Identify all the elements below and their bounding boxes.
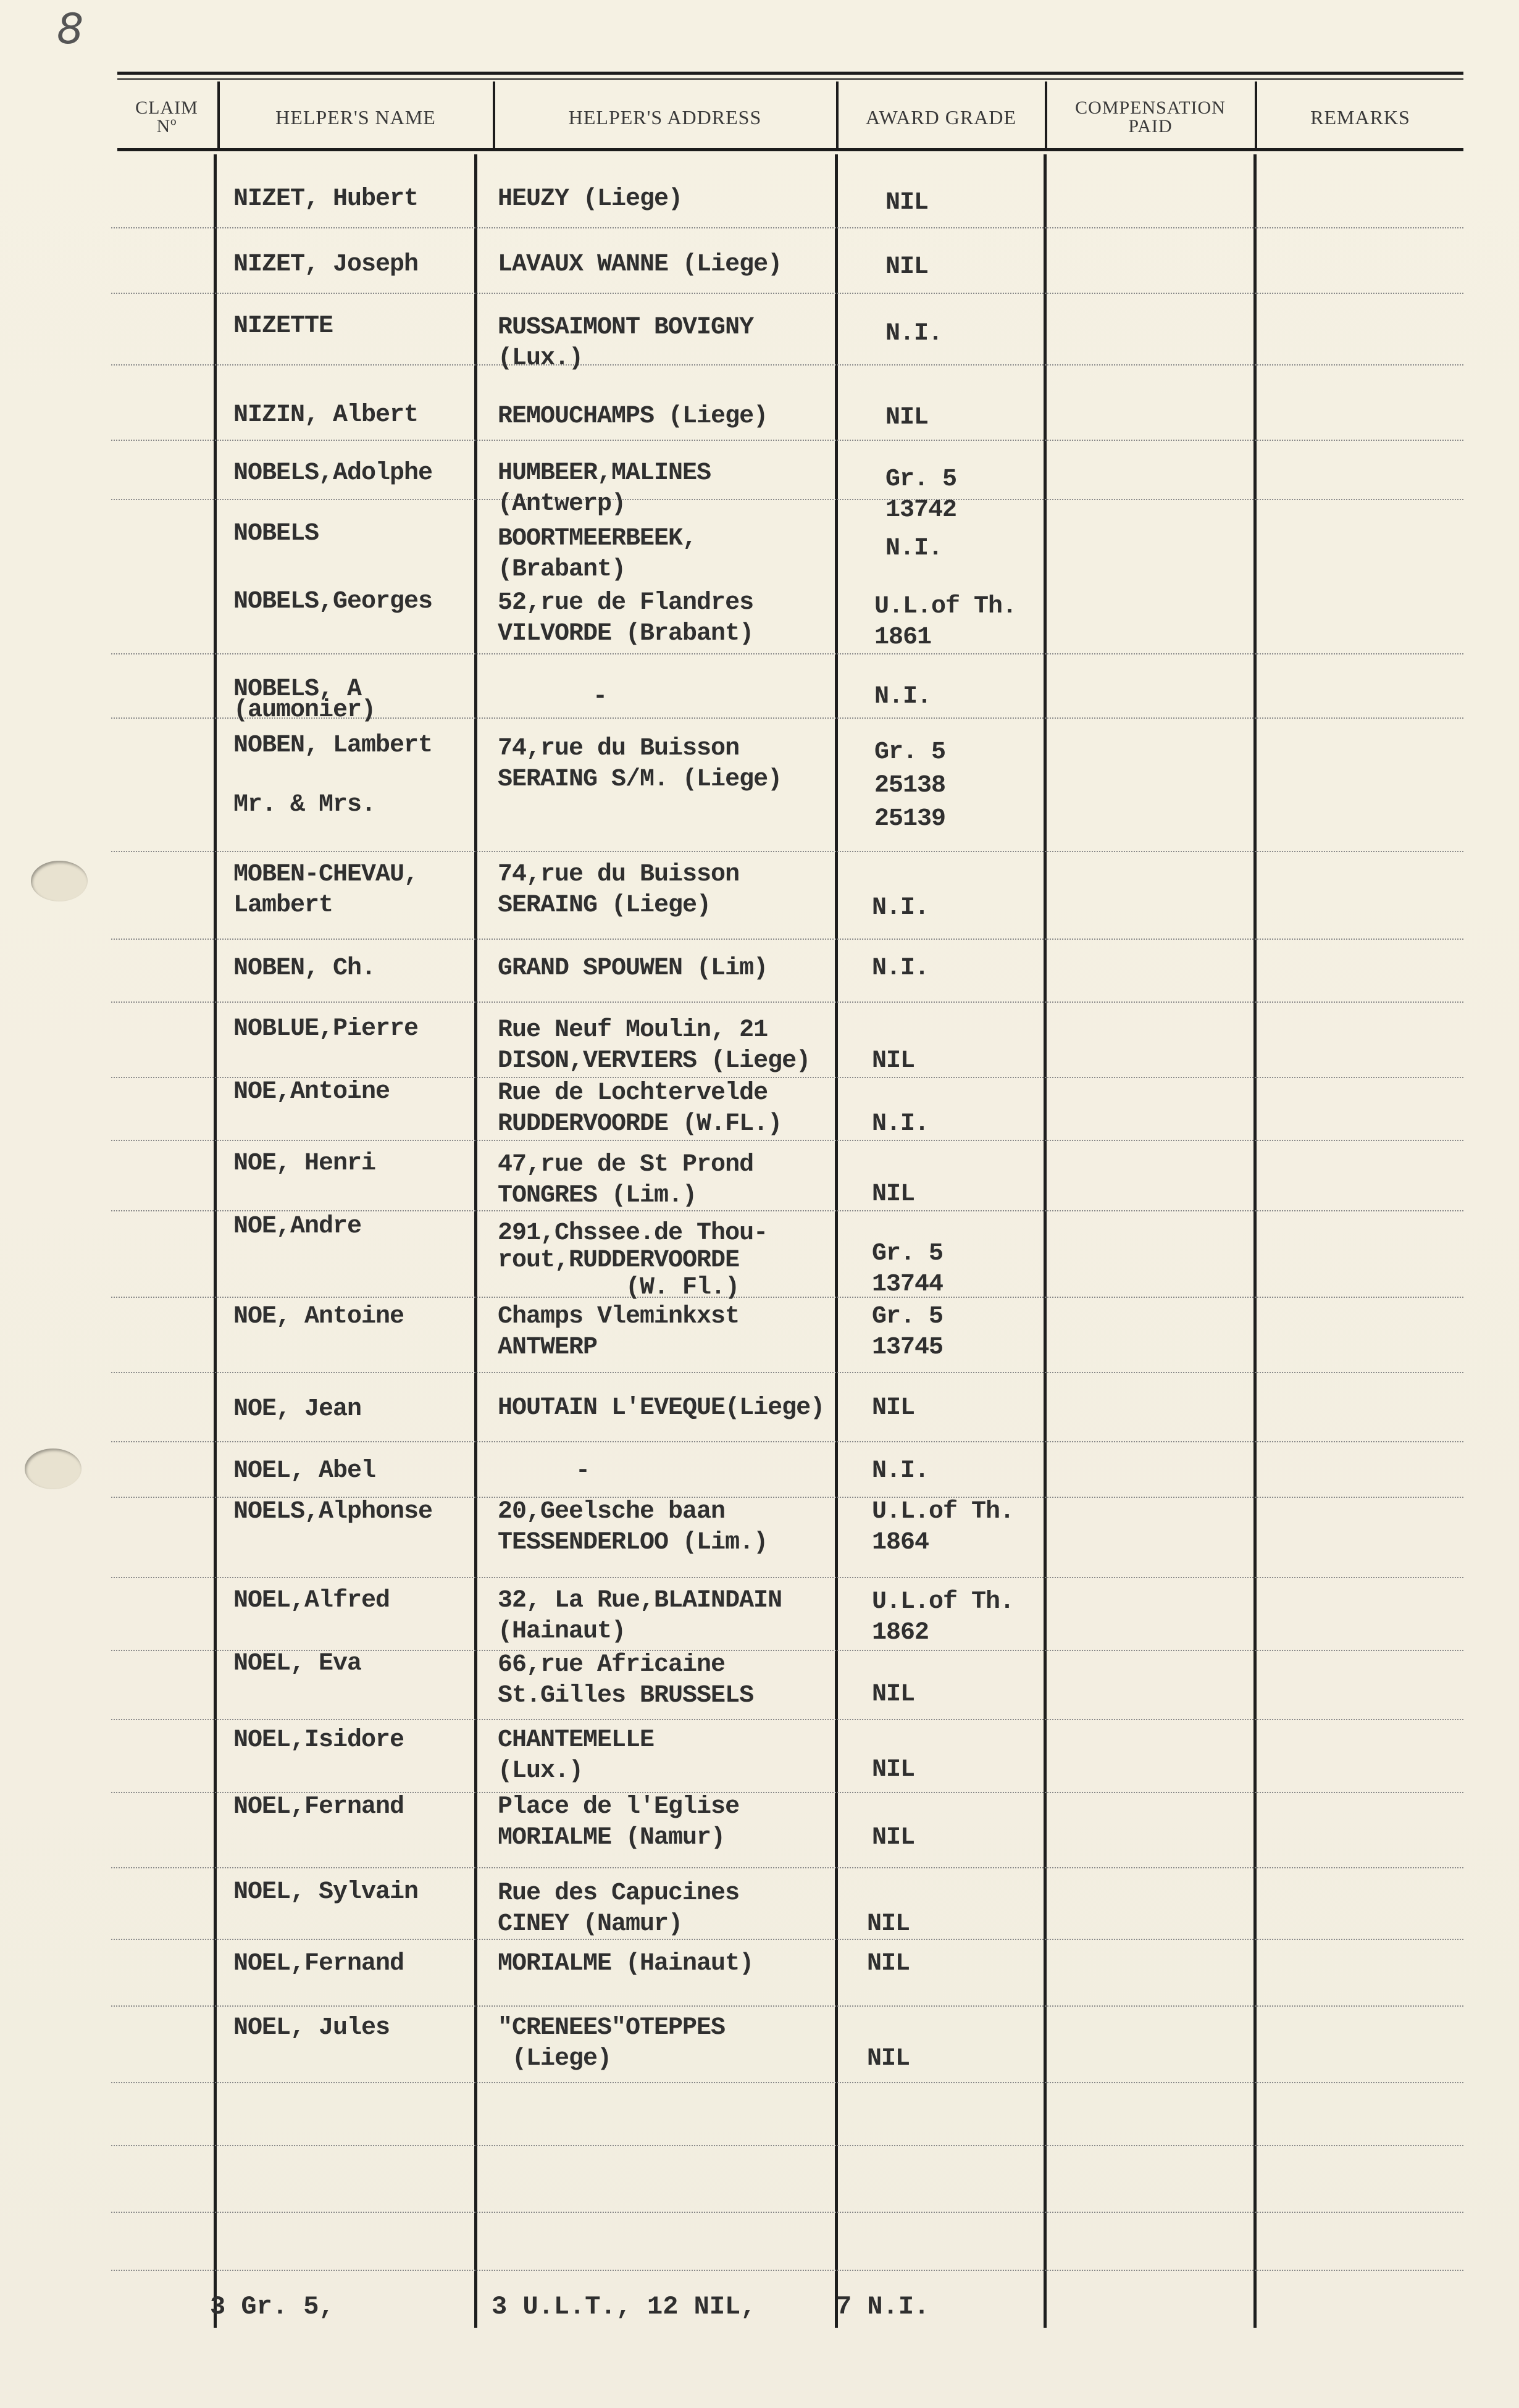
award-grade: Gr. 5 13744 [872, 1240, 944, 1298]
helper-name: NOEL,Isidore [233, 1726, 404, 1754]
award-grade: U.L.of Th. 1864 [872, 1498, 1015, 1557]
helper-address: Place de l'Eglise MORIALME (Namur) [498, 1793, 740, 1852]
helper-address: 291,Chssee.de Thou- rout,RUDDERVOORDE (W. Fl.) [498, 1219, 768, 1302]
award-grade: N.I. [874, 683, 932, 711]
award-grade: NIL [872, 1047, 915, 1075]
helper-name: NIZETTE [233, 312, 333, 340]
helper-address: 20,Geelsche baan TESSENDERLOO (Lim.) [498, 1498, 768, 1557]
helper-name: NOBELS,Adolphe [233, 459, 433, 487]
helper-address: Rue Neuf Moulin, 21 DISON,VERVIERS (Liege) [498, 1016, 811, 1075]
row-rule [111, 293, 1463, 294]
header-award-grade: AWARD GRADE [866, 106, 1016, 128]
award-grade: U.L.of Th. 1862 [872, 1588, 1015, 1647]
helper-name: NOEL, Sylvain [233, 1878, 419, 1906]
row-rule [111, 1867, 1463, 1868]
helper-address: 52,rue de Flandres VILVORDE (Brabant) [498, 589, 754, 648]
award-grade: NIL [872, 1824, 915, 1852]
total-ni: 7 N.I. [836, 2292, 930, 2322]
row-rule [111, 2005, 1463, 2007]
helper-name: NOE, Jean [233, 1395, 362, 1423]
top-rule [117, 72, 1463, 75]
helper-name: NOBELS, A (aumonier) [233, 675, 376, 724]
helper-address: "CRENEES"OTEPPES (Liege) [498, 2014, 726, 2073]
helper-name: NOBLUE,Pierre [233, 1015, 419, 1043]
helper-address: 74,rue du Buisson SERAING S/M. (Liege) [498, 735, 782, 793]
helper-address: HUMBEER,MALINES (Antwerp) [498, 459, 711, 518]
award-grade: NIL [872, 1756, 915, 1784]
helper-name: NIZET, Joseph [233, 251, 419, 278]
row-rule [111, 1577, 1463, 1578]
row-rule [111, 1719, 1463, 1720]
punch-hole-lower [25, 1449, 82, 1489]
punch-hole-upper [31, 861, 88, 901]
award-grade: N.I. [872, 1110, 929, 1138]
row-rule [111, 1372, 1463, 1373]
helper-name: NIZIN, Albert [233, 401, 419, 429]
helper-address: CHANTEMELLE (Lux.) [498, 1726, 655, 1785]
award-grade: NIL [885, 404, 929, 432]
helper-address: Rue des Capucines CINEY (Namur) [498, 1879, 740, 1938]
award-grade: NIL [885, 253, 929, 281]
helper-name: NOBELS,Georges [233, 588, 433, 616]
header-claim-no: CLAIM Nº [135, 98, 198, 136]
award-grade: N.I. [872, 955, 929, 982]
helper-address: Rue de Lochtervelde RUDDERVOORDE (W.FL.) [498, 1079, 782, 1138]
header-helpers-address: HELPER'S ADDRESS [568, 106, 762, 128]
row-rule [111, 2145, 1463, 2146]
total-ult-nil: 3 U.L.T., 12 NIL, [492, 2292, 756, 2322]
row-rule [111, 440, 1463, 441]
row-rule [111, 1441, 1463, 1442]
row-rule [111, 939, 1463, 940]
helper-name: NIZET, Hubert [233, 185, 419, 213]
row-rule [111, 227, 1463, 228]
row-rule [111, 851, 1463, 852]
award-grade: NIL [872, 1681, 915, 1708]
helper-name: NOELS,Alphonse [233, 1498, 433, 1526]
helper-address: REMOUCHAMPS (Liege) [498, 403, 768, 430]
helper-address: BOORTMEERBEEK, (Brabant) [498, 525, 697, 583]
header-bottom-rule [117, 148, 1463, 151]
helper-address: MORIALME (Hainaut) [498, 1950, 754, 1978]
award-grade: N.I. [885, 535, 943, 562]
award-grade: NIL [872, 1394, 915, 1422]
total-gr5: 3 Gr. 5, [210, 2292, 335, 2322]
row-rule [111, 2212, 1463, 2213]
helper-name: NOEL, Eva [233, 1650, 362, 1678]
row-rule [111, 1140, 1463, 1141]
award-grade: NIL [867, 1950, 910, 1978]
helper-address: HOUTAIN L'EVEQUE(Liege) [498, 1394, 825, 1422]
award-grade: NIL [867, 2045, 910, 2073]
helper-address: LAVAUX WANNE (Liege) [498, 251, 782, 278]
helper-address: - [575, 1457, 590, 1485]
row-rule [111, 1001, 1463, 1003]
row-rule [111, 2082, 1463, 2083]
page-number: 8 [57, 5, 84, 54]
row-rule [111, 2270, 1463, 2271]
award-grade: NIL [872, 1181, 915, 1208]
helper-address: Champs Vleminkxst ANTWERP [498, 1303, 740, 1361]
column-line [1253, 154, 1257, 2328]
award-grade: NIL [885, 189, 929, 217]
helper-address: HEUZY (Liege) [498, 185, 683, 213]
header-remarks: REMARKS [1310, 106, 1410, 128]
helper-address: 32, La Rue,BLAINDAIN (Hainaut) [498, 1587, 782, 1645]
helper-name: NOE,Andre [233, 1213, 362, 1240]
award-grade: NIL [867, 1910, 910, 1938]
helper-address: 66,rue Africaine St.Gilles BRUSSELS [498, 1651, 754, 1710]
helper-name: NOBEN, Lambert Mr. & Mrs. [233, 732, 433, 819]
helper-name: NOEL,Alfred [233, 1587, 390, 1615]
award-grade: Gr. 5 13742 [885, 466, 957, 524]
helper-address: - [593, 683, 608, 711]
helper-address: GRAND SPOUWEN (Lim) [498, 955, 768, 982]
header-compensation-paid: COMPENSATION PAID [1075, 98, 1226, 136]
header-helpers-name: HELPER'S NAME [275, 106, 436, 128]
helper-name: NOE,Antoine [233, 1078, 390, 1106]
helper-name: NOEL,Fernand [233, 1793, 404, 1821]
column-line [474, 154, 477, 2328]
award-grade: N.I. [872, 1457, 929, 1485]
helper-address: 74,rue du Buisson SERAING (Liege) [498, 861, 740, 919]
award-grade: N.I. [872, 894, 929, 922]
row-rule [111, 653, 1463, 654]
award-grade: Gr. 5 25138 25139 [874, 738, 946, 833]
helper-name: NOBEN, Ch. [233, 955, 376, 982]
column-line [214, 154, 217, 2328]
top-rule-thin [117, 78, 1463, 80]
helper-name: MOBEN-CHEVAU, Lambert [233, 861, 419, 919]
helper-name: NOEL, Jules [233, 2014, 390, 2042]
award-grade: U.L.of Th. 1861 [874, 593, 1017, 651]
helper-address: 47,rue de St Prond TONGRES (Lim.) [498, 1151, 754, 1210]
helper-name: NOBELS [233, 520, 319, 548]
award-grade: N.I. [885, 320, 943, 348]
helper-name: NOE, Antoine [233, 1303, 404, 1331]
award-grade: Gr. 5 13745 [872, 1303, 944, 1361]
helper-name: NOEL,Fernand [233, 1950, 404, 1978]
helper-address: RUSSAIMONT BOVIGNY (Lux.) [498, 314, 754, 372]
helper-name: NOEL, Abel [233, 1457, 376, 1485]
helper-name: NOE, Henri [233, 1150, 376, 1177]
